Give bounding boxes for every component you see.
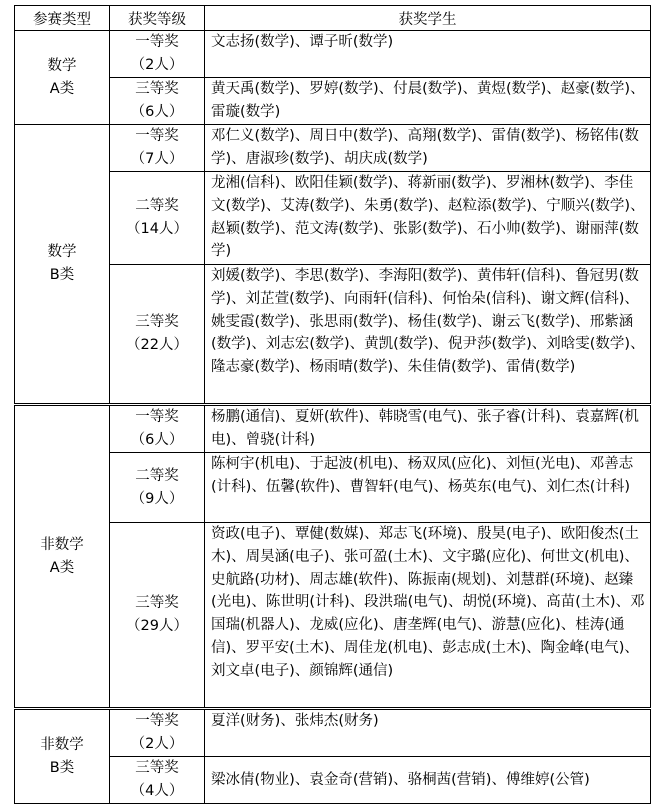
award-count: （6人） <box>130 432 184 448</box>
award-students: 邓仁义(数学)、周日中(数学)、高翔(数学)、雷倩(数学)、杨铭伟(数学)、唐淑珍(数学)、胡庆成(数学) <box>205 125 651 172</box>
awards-table-container <box>14 5 650 804</box>
award-students: 龙湘(信科)、欧阳佳颖(数学)、蒋新丽(数学)、罗湘林(数学)、李佳文(数学)、艾涛(数学)、朱勇(数学)、赵粒添(数学)、宁顺兴(数学)、赵颖(数学)、范文涛(数学)、张影(数学)、石小帅(数学)、谢丽萍(数学) <box>205 172 651 265</box>
award-level: 三等奖 <box>135 760 179 776</box>
table-row <box>15 125 651 172</box>
award-level-cell <box>110 523 205 709</box>
award-level: 一等奖 <box>135 409 179 425</box>
group-type-line1: 非数学 <box>40 736 84 753</box>
award-level-cell <box>110 453 205 523</box>
award-students: 黄天禹(数学)、罗婷(数学)、付晨(数学)、黄煜(数学)、赵豪(数学)、雷璇(数学) <box>205 78 651 125</box>
award-level: 三等奖 <box>135 595 179 611</box>
group-type-line2: B类 <box>49 759 75 776</box>
table-row <box>15 453 651 523</box>
award-students: 杨鹏(通信)、夏妍(软件)、韩晓雪(电气)、张子睿(计科)、袁嘉辉(机电)、曾骁(计科) <box>205 405 651 453</box>
group-type-cell <box>15 31 110 125</box>
award-level-cell <box>110 265 205 405</box>
header-award-students: 获奖学生 <box>205 6 651 31</box>
table-row <box>15 523 651 709</box>
header-row <box>15 6 651 31</box>
table-row <box>15 265 651 405</box>
award-level-cell <box>110 405 205 453</box>
award-count: （4人） <box>130 783 184 799</box>
award-students: 文志扬(数学)、谭子昕(数学) <box>205 31 651 78</box>
group-type-line1: 数学 <box>47 57 77 74</box>
award-count: （2人） <box>130 736 184 752</box>
award-level-cell <box>110 757 205 804</box>
award-level-cell <box>110 709 205 757</box>
award-level: 一等奖 <box>135 34 179 50</box>
group-type-line1: 数学 <box>47 244 77 260</box>
table-row <box>15 757 651 804</box>
awards-table <box>14 5 651 804</box>
award-level: 三等奖 <box>135 81 179 97</box>
award-level-cell <box>110 172 205 265</box>
header-award-level: 获奖等级 <box>110 6 205 31</box>
table-row <box>15 172 651 265</box>
award-students: 刘媛(数学)、李思(数学)、李海阳(数学)、黄伟轩(信科)、鲁冠男(数学)、刘芷萱(数学)、向雨轩(信科)、何怡朵(信科)、谢文辉(信科)、姚雯霞(数学)、张思雨(数学)、杨佳(数学)、谢云飞(数学)、邢紫涵(数学)、刘志宏(数学)、黄凯(数学)、倪尹莎(数学)、刘晗雯(数学)、隆志豪(数学)、杨雨晴(数学)、朱佳倩(数学)、雷倩(数学) <box>205 265 651 405</box>
award-count: （2人） <box>130 57 184 73</box>
award-level: 二等奖 <box>135 198 179 214</box>
group-type-cell <box>15 405 110 709</box>
award-level: 三等奖 <box>135 314 179 330</box>
award-level: 一等奖 <box>135 128 179 144</box>
award-students: 夏洋(财务)、张炜杰(财务) <box>205 709 651 757</box>
award-count: （22人） <box>126 337 188 353</box>
group-type-line1: 非数学 <box>40 536 84 553</box>
award-count: （6人） <box>130 104 184 120</box>
award-students: 梁冰倩(物业)、袁金奇(营销)、骆桐茜(营销)、傅维婷(公管) <box>205 757 651 804</box>
table-row <box>15 709 651 757</box>
award-students: 陈柯宇(机电)、于起波(机电)、杨双凤(应化)、刘恒(光电)、邓善志(计科)、伍馨(软件)、曹智轩(电气)、杨英东(电气)、刘仁杰(计科) <box>205 453 651 523</box>
group-type-line2: B类 <box>49 267 75 283</box>
award-level: 一等奖 <box>135 713 179 729</box>
table-row <box>15 78 651 125</box>
table-row <box>15 31 651 78</box>
group-type-line2: A类 <box>49 80 75 97</box>
group-type-line2: A类 <box>49 559 75 576</box>
award-level: 二等奖 <box>135 467 179 484</box>
award-level-cell <box>110 78 205 125</box>
table-row <box>15 405 651 453</box>
award-count: （7人） <box>130 151 184 167</box>
award-level-cell <box>110 31 205 78</box>
header-competition-type: 参赛类型 <box>15 6 110 31</box>
award-students: 资政(电子)、覃健(数媒)、郑志飞(环境)、殷昊(电子)、欧阳俊杰(土木)、周昊涵(电子)、张可盈(土木)、文宇璐(应化)、何世文(机电)、史航路(功材)、周志雄(软件)、陈振南(规划)、刘慧群(环境)、赵臻(光电)、陈世明(计科)、段洪瑞(电气)、胡悦(环境)、高苗(土木)、邓国瑞(机器人)、龙威(应化)、唐垄辉(电气)、游慧(应化)、桂涛(通信)、罗平安(土木)、周佳龙(机电)、彭志成(土木)、陶金峰(电气)、刘文卓(电子)、颜锦辉(通信) <box>205 523 651 709</box>
group-type-cell <box>15 709 110 804</box>
award-count: （29人） <box>126 618 188 634</box>
award-count: （14人） <box>126 221 188 237</box>
group-type-cell <box>15 125 110 405</box>
award-count: （9人） <box>130 490 184 507</box>
award-level-cell <box>110 125 205 172</box>
